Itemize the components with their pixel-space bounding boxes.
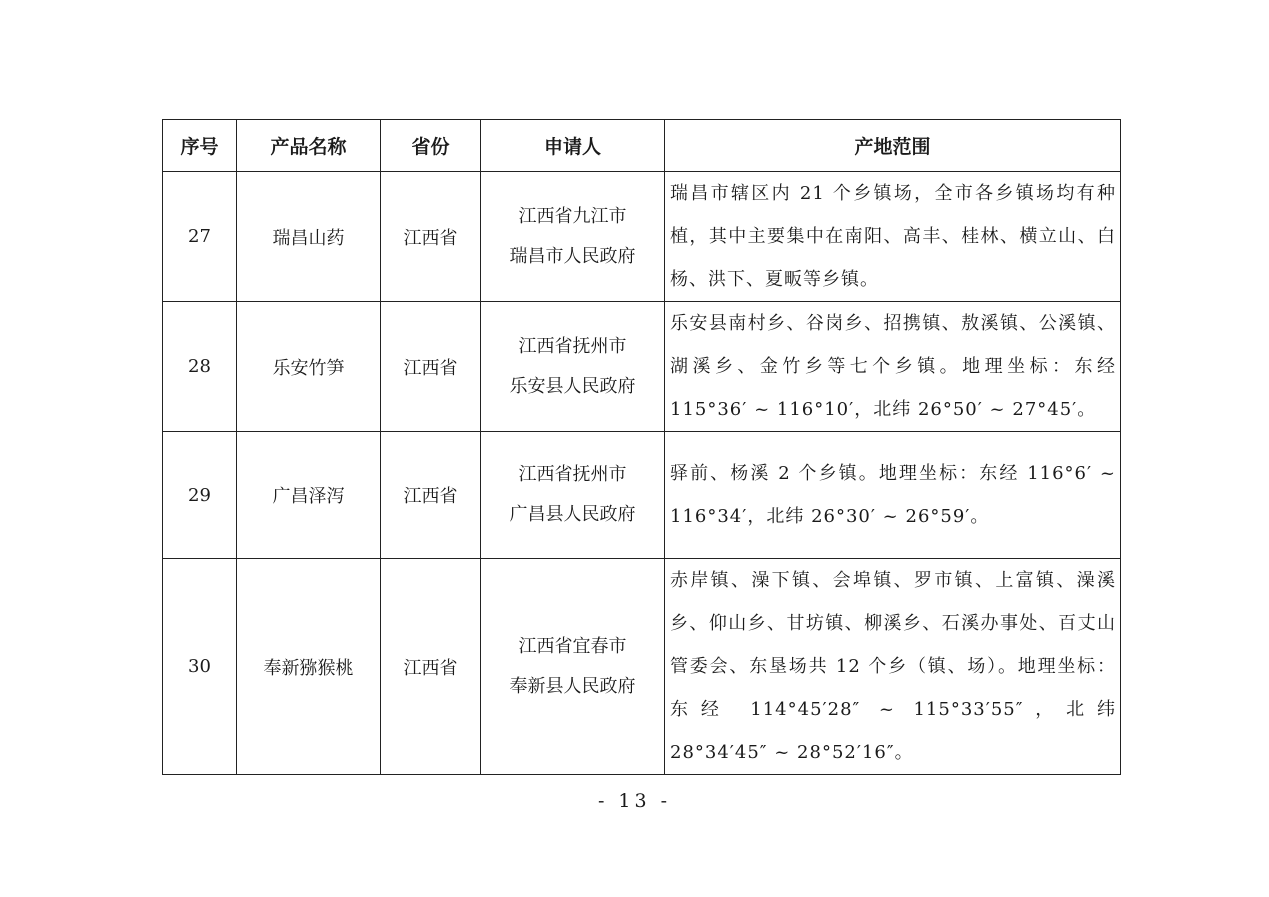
table-row: [163, 172, 1121, 302]
province: 江西省: [381, 559, 481, 775]
applicant-line2: 奉新县人民政府: [509, 675, 636, 697]
product-table: [162, 119, 1121, 775]
applicant: [481, 432, 665, 559]
product-name: 瑞昌山药: [237, 172, 381, 302]
row-number: 27: [163, 172, 237, 302]
header-production-area: 产地范围: [665, 120, 1121, 172]
province: 江西省: [381, 302, 481, 432]
applicant-line1: 江西省宜春市: [518, 635, 627, 657]
row-number: 30: [163, 559, 237, 775]
table-row: [163, 559, 1121, 775]
production-area: 乐安县南村乡、谷岗乡、招携镇、敖溪镇、公溪镇、湖溪乡、金竹乡等七个乡镇。地理坐标：东经 115°36′ ~ 116°10′，北纬 26°50′ ~ 27°45′。: [665, 302, 1121, 432]
applicant: [481, 172, 665, 302]
province: 江西省: [381, 172, 481, 302]
header-province: 省份: [381, 120, 481, 172]
table-row: [163, 432, 1121, 559]
table-header-row: [163, 120, 1121, 172]
row-number: 29: [163, 432, 237, 559]
province: 江西省: [381, 432, 481, 559]
applicant-line2: 乐安县人民政府: [509, 375, 636, 397]
applicant: [481, 559, 665, 775]
applicant-line2: 广昌县人民政府: [509, 504, 636, 525]
applicant-line2: 瑞昌市人民政府: [509, 245, 636, 267]
header-applicant: 申请人: [481, 120, 665, 172]
header-product-name: 产品名称: [237, 120, 381, 172]
production-area: 赤岸镇、澡下镇、会埠镇、罗市镇、上富镇、澡溪乡、仰山乡、甘坊镇、柳溪乡、石溪办事处、百丈山管委会、东垦场共 12 个乡（镇、场）。地理坐标：东经 114°45′28″ ~ 115°33′55″，北纬 28°34′45″ ~ 28°52′16″。: [665, 559, 1121, 775]
product-name: 奉新猕猴桃: [237, 559, 381, 775]
table-row: [163, 302, 1121, 432]
production-area: 驿前、杨溪 2 个乡镇。地理坐标：东经 116°6′ ~ 116°34′，北纬 26°30′ ~ 26°59′。: [665, 432, 1121, 559]
production-area: 瑞昌市辖区内 21 个乡镇场，全市各乡镇场均有种植，其中主要集中在南阳、高丰、桂林、横立山、白杨、洪下、夏畈等乡镇。: [665, 172, 1121, 302]
product-name: 广昌泽泻: [237, 432, 381, 559]
applicant-line1: 江西省抚州市: [518, 464, 627, 485]
row-number: 28: [163, 302, 237, 432]
applicant-line1: 江西省抚州市: [518, 335, 627, 357]
applicant: [481, 302, 665, 432]
page-number: - 13 -: [597, 790, 672, 812]
header-no: 序号: [163, 120, 237, 172]
applicant-line1: 江西省九江市: [518, 205, 627, 227]
product-name: 乐安竹笋: [237, 302, 381, 432]
